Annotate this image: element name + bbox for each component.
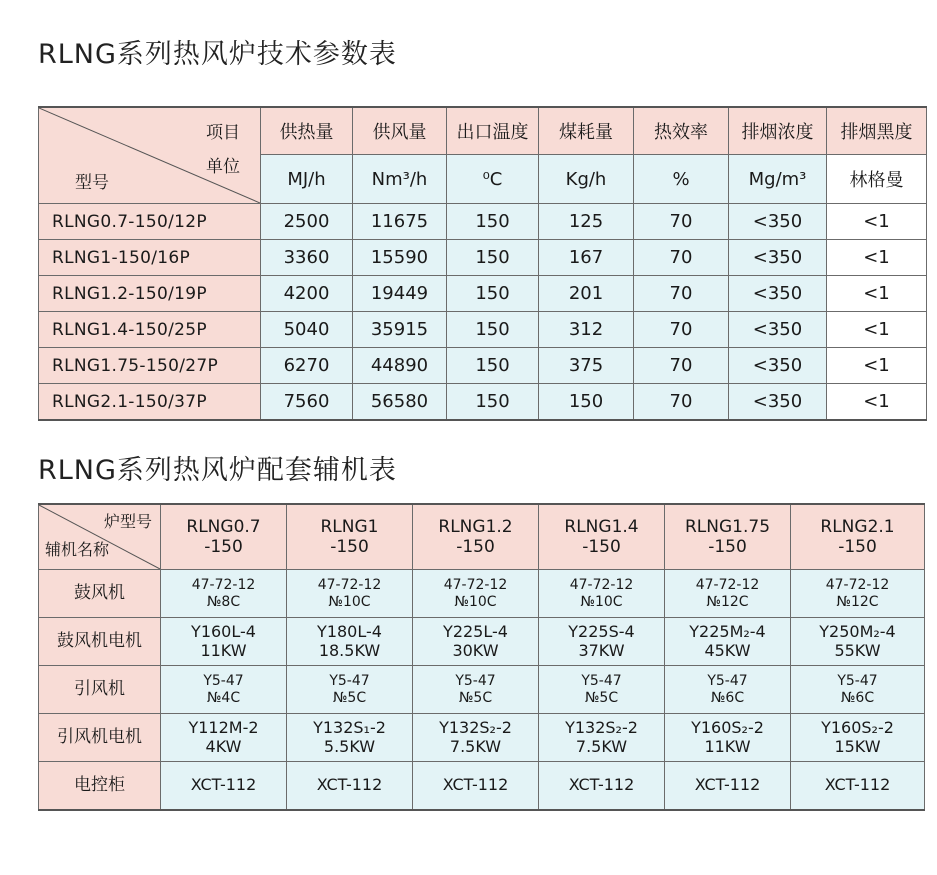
value-cell: 2500 [261, 204, 353, 240]
equipment-cell [413, 618, 539, 666]
value-cell: 375 [539, 348, 634, 384]
equipment-label: 鼓风机电机 [39, 618, 161, 666]
value-cell: 5040 [261, 312, 353, 348]
value-cell: 70 [634, 312, 729, 348]
equipment-cell [791, 762, 925, 811]
header-cell: 出口温度 [447, 107, 539, 155]
equipment-cell [539, 762, 665, 811]
unit-cell: MJ/h [261, 155, 353, 204]
value-cell: <350 [729, 276, 827, 312]
model-header-line: -150 [330, 537, 369, 557]
value-cell: <1 [827, 240, 927, 276]
value-cell: 56580 [353, 384, 447, 421]
value-cell: 150 [447, 384, 539, 421]
equipment-cell [161, 714, 287, 762]
model-cell: RLNG1.75-150/27P [39, 348, 261, 384]
corner-cell [39, 107, 261, 204]
model-header-line: -150 [204, 537, 243, 557]
value-cell: 70 [634, 276, 729, 312]
value-cell: <1 [827, 276, 927, 312]
equipment-line: 4KW [205, 736, 242, 756]
equipment-line: XCT-112 [316, 775, 383, 795]
model-cell: RLNG1.2-150/19P [39, 276, 261, 312]
header-cell: 煤耗量 [539, 107, 634, 155]
model-header-line: RLNG1.4 [564, 516, 639, 537]
table-row [39, 348, 927, 384]
value-cell: <1 [827, 348, 927, 384]
value-cell: 150 [447, 240, 539, 276]
value-cell: <1 [827, 204, 927, 240]
equipment-line: 47-72-12 [317, 576, 382, 593]
equipment-line: №10C [328, 593, 371, 610]
equipment-line: Y132S₁-2 [313, 717, 386, 737]
equipment-cell [413, 762, 539, 811]
value-cell: 3360 [261, 240, 353, 276]
equipment-line: 45KW [704, 640, 751, 660]
equipment-cell [665, 666, 791, 714]
model-header-cell [791, 504, 925, 570]
header-row [39, 504, 925, 570]
equipment-cell [791, 618, 925, 666]
equipment-line: Y225L-4 [443, 621, 508, 641]
table-row [39, 276, 927, 312]
equipment-cell [665, 762, 791, 811]
equipment-label: 引风机 [39, 666, 161, 714]
table-row [39, 666, 925, 714]
model-cell: RLNG1-150/16P [39, 240, 261, 276]
equipment-cell [287, 762, 413, 811]
table-row [39, 240, 927, 276]
equipment-line: Y250M₂-4 [819, 621, 896, 641]
value-cell: 6270 [261, 348, 353, 384]
model-header-line: -150 [582, 537, 621, 557]
equipment-line: №12C [836, 593, 879, 610]
table-row [39, 714, 925, 762]
equipment-line: Y132S₂-2 [439, 717, 512, 737]
equipment-line: Y180L-4 [317, 621, 382, 641]
equipment-cell [539, 666, 665, 714]
value-cell: <350 [729, 312, 827, 348]
corner-model-label: 炉型号 [103, 512, 152, 531]
value-cell: <350 [729, 204, 827, 240]
value-cell: 19449 [353, 276, 447, 312]
corner-unit-label: 单位 [206, 157, 240, 177]
value-cell: 70 [634, 204, 729, 240]
auxiliary-equipment-table [38, 503, 925, 811]
equipment-line: Y5-47 [837, 672, 878, 689]
equipment-line: 37KW [578, 640, 625, 660]
equipment-line: Y132S₂-2 [565, 717, 638, 737]
model-header-line: RLNG1 [320, 516, 379, 537]
equipment-cell [791, 714, 925, 762]
value-cell: <1 [827, 312, 927, 348]
header-cell: 排烟浓度 [729, 107, 827, 155]
equipment-line: XCT-112 [568, 775, 635, 795]
equipment-line: №5C [584, 689, 619, 706]
header-cell: 供风量 [353, 107, 447, 155]
corner-cell [39, 504, 161, 570]
equipment-line: №5C [332, 689, 367, 706]
value-cell: 15590 [353, 240, 447, 276]
equipment-cell [413, 666, 539, 714]
table-row [39, 762, 925, 811]
equipment-line: XCT-112 [442, 775, 509, 795]
unit-cell: Nm³/h [353, 155, 447, 204]
equipment-line: 15KW [834, 736, 881, 756]
equipment-line: Y225M₂-4 [689, 621, 766, 641]
header-cell: 供热量 [261, 107, 353, 155]
model-header-line: -150 [456, 537, 495, 557]
equipment-label: 鼓风机 [39, 570, 161, 618]
equipment-cell [665, 714, 791, 762]
equipment-line: Y160L-4 [191, 621, 256, 641]
equipment-line: XCT-112 [824, 775, 891, 795]
value-cell: 70 [634, 384, 729, 421]
equipment-line: Y112M-2 [188, 717, 259, 737]
model-cell: RLNG2.1-150/37P [39, 384, 261, 421]
equipment-cell [665, 570, 791, 618]
equipment-line: XCT-112 [694, 775, 761, 795]
model-header-cell [539, 504, 665, 570]
equipment-line: №8C [206, 593, 241, 610]
equipment-line: №6C [840, 689, 875, 706]
equipment-line: 47-72-12 [695, 576, 760, 593]
model-header-cell [287, 504, 413, 570]
model-header-line: -150 [708, 537, 747, 557]
header-cell: 排烟黑度 [827, 107, 927, 155]
equipment-line: Y5-47 [203, 672, 244, 689]
value-cell: <350 [729, 348, 827, 384]
table-row [39, 204, 927, 240]
equipment-cell [539, 570, 665, 618]
model-cell: RLNG1.4-150/25P [39, 312, 261, 348]
equipment-line: Y160S₂-2 [821, 717, 894, 737]
equipment-line: 18.5KW [318, 640, 381, 660]
equipment-cell [161, 618, 287, 666]
corner-model-label: 型号 [75, 173, 109, 193]
equipment-line: Y5-47 [581, 672, 622, 689]
value-cell: 7560 [261, 384, 353, 421]
equipment-line: Y5-47 [455, 672, 496, 689]
unit-cell: ⁰C [447, 155, 539, 204]
table-row [39, 618, 925, 666]
model-header-cell [413, 504, 539, 570]
equipment-line: №5C [458, 689, 493, 706]
equipment-label: 引风机电机 [39, 714, 161, 762]
value-cell: 11675 [353, 204, 447, 240]
equipment-cell [539, 714, 665, 762]
equipment-line: 47-72-12 [443, 576, 508, 593]
header-cell: 热效率 [634, 107, 729, 155]
equipment-line: №6C [710, 689, 745, 706]
table-row [39, 312, 927, 348]
equipment-line: Y225S-4 [568, 621, 635, 641]
value-cell: 150 [539, 384, 634, 421]
unit-cell: Kg/h [539, 155, 634, 204]
model-header-cell [161, 504, 287, 570]
equipment-line: 30KW [452, 640, 499, 660]
value-cell: 4200 [261, 276, 353, 312]
value-cell: 70 [634, 240, 729, 276]
equipment-line: Y5-47 [707, 672, 748, 689]
value-cell: 150 [447, 276, 539, 312]
value-cell: 35915 [353, 312, 447, 348]
value-cell: <350 [729, 240, 827, 276]
model-header-line: RLNG1.2 [438, 516, 513, 537]
corner-item-label: 项目 [206, 123, 240, 143]
equipment-cell [539, 618, 665, 666]
equipment-cell [791, 666, 925, 714]
table-row [39, 570, 925, 618]
value-cell: 167 [539, 240, 634, 276]
equipment-line: 47-72-12 [191, 576, 256, 593]
model-header-line: -150 [838, 537, 877, 557]
equipment-line: №4C [206, 689, 241, 706]
equipment-label: 电控柜 [39, 762, 161, 811]
equipment-cell [665, 618, 791, 666]
equipment-line: №10C [454, 593, 497, 610]
equipment-line: Y160S₂-2 [691, 717, 764, 737]
equipment-cell [287, 570, 413, 618]
equipment-cell [161, 666, 287, 714]
model-header-cell [665, 504, 791, 570]
value-cell: 125 [539, 204, 634, 240]
equipment-line: 55KW [834, 640, 881, 660]
corner-equipment-label: 辅机名称 [45, 540, 110, 559]
technical-parameters-table [38, 106, 927, 421]
equipment-line: 7.5KW [575, 736, 628, 756]
equipment-line: №10C [580, 593, 623, 610]
value-cell: 44890 [353, 348, 447, 384]
equipment-line: 47-72-12 [569, 576, 634, 593]
unit-cell: 林格曼 [827, 155, 927, 204]
equipment-line: №12C [706, 593, 749, 610]
value-cell: <350 [729, 384, 827, 421]
equipment-cell [413, 714, 539, 762]
equipment-line: 7.5KW [449, 736, 502, 756]
value-cell: 70 [634, 348, 729, 384]
equipment-line: 11KW [200, 640, 247, 660]
equipment-line: 11KW [704, 736, 751, 756]
equipment-cell [287, 618, 413, 666]
equipment-cell [161, 762, 287, 811]
equipment-line: Y5-47 [329, 672, 370, 689]
table2-title: RLNG系列热风炉配套辅机表 [38, 455, 397, 486]
equipment-cell [413, 570, 539, 618]
value-cell: 150 [447, 312, 539, 348]
table1-title: RLNG系列热风炉技术参数表 [38, 39, 397, 70]
value-cell: 150 [447, 204, 539, 240]
equipment-line: 47-72-12 [825, 576, 890, 593]
model-cell: RLNG0.7-150/12P [39, 204, 261, 240]
equipment-cell [161, 570, 287, 618]
unit-cell: Mg/m³ [729, 155, 827, 204]
value-cell: 150 [447, 348, 539, 384]
table-row [39, 384, 927, 421]
value-cell: <1 [827, 384, 927, 421]
equipment-cell [287, 714, 413, 762]
equipment-line: XCT-112 [190, 775, 257, 795]
value-cell: 312 [539, 312, 634, 348]
model-header-line: RLNG1.75 [684, 516, 771, 537]
model-header-line: RLNG0.7 [186, 516, 261, 537]
equipment-cell [791, 570, 925, 618]
header-row [39, 107, 927, 155]
equipment-cell [287, 666, 413, 714]
value-cell: 201 [539, 276, 634, 312]
model-header-line: RLNG2.1 [820, 516, 895, 537]
unit-cell: % [634, 155, 729, 204]
equipment-line: 5.5KW [323, 736, 376, 756]
